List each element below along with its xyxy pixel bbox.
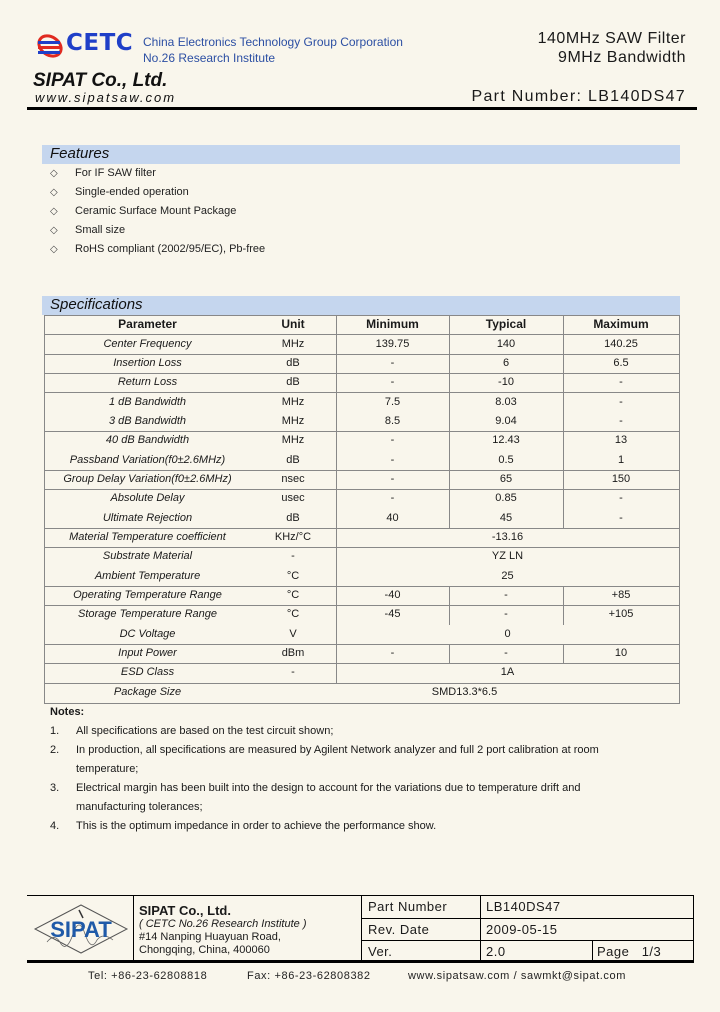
spec-min: - bbox=[390, 492, 395, 504]
spec-min: 40 bbox=[386, 512, 399, 524]
spec-min: - bbox=[390, 647, 395, 659]
footer-rev-date-value: 2009-05-15 bbox=[486, 922, 558, 937]
spec-value: 25 bbox=[501, 570, 514, 582]
spec-unit: V bbox=[289, 628, 297, 640]
specifications-title: Specifications bbox=[50, 296, 143, 313]
spec-max: - bbox=[619, 376, 623, 388]
spec-unit: usec bbox=[281, 492, 305, 504]
spec-min: -45 bbox=[384, 608, 401, 620]
sipat-logo-icon bbox=[33, 904, 129, 954]
column-header-maximum: Maximum bbox=[593, 317, 649, 331]
spec-typ: 8.03 bbox=[495, 396, 517, 408]
spec-unit: - bbox=[291, 550, 295, 562]
spec-max: 13 bbox=[614, 434, 628, 446]
spec-typ: 0.85 bbox=[495, 492, 517, 504]
feature-item: ◇ For IF SAW filter bbox=[50, 167, 156, 179]
spec-max: - bbox=[619, 396, 623, 408]
spec-value: YZ LN bbox=[491, 550, 524, 562]
spec-parameter: 1 dB Bandwidth bbox=[108, 396, 187, 408]
sipat-logo bbox=[33, 904, 129, 959]
spec-parameter: 3 dB Bandwidth bbox=[108, 415, 187, 427]
footer-address-line2: Chongqing, China, 400060 bbox=[139, 944, 270, 956]
diamond-bullet-icon: ◇ bbox=[50, 225, 58, 236]
spec-typ: 12.43 bbox=[492, 434, 520, 446]
spec-value: SMD13.3*6.5 bbox=[431, 686, 498, 698]
spec-unit: dBm bbox=[281, 647, 305, 659]
spec-unit: dB bbox=[286, 454, 300, 466]
spec-typ: 45 bbox=[499, 512, 513, 524]
spec-value: 1A bbox=[500, 666, 515, 678]
feature-item: ◇ Single-ended operation bbox=[50, 186, 189, 198]
spec-typ: - bbox=[504, 589, 508, 601]
svg-text:SIPAT: SIPAT bbox=[50, 917, 112, 942]
spec-unit: KHz/°C bbox=[274, 531, 312, 543]
note-item: 2. In production, all specifications are measured by Agilent Network analyzer and full 2 port calibration at room temperature; bbox=[50, 744, 599, 775]
spec-unit: MHz bbox=[281, 415, 305, 427]
spec-parameter: Insertion Loss bbox=[113, 357, 182, 369]
spec-parameter: Group Delay Variation(f0±2.6MHz) bbox=[63, 473, 232, 485]
spec-max: 10 bbox=[614, 647, 628, 659]
cetc-logo bbox=[36, 32, 64, 60]
spec-parameter: Passband Variation(f0±2.6MHz) bbox=[69, 454, 226, 466]
features-section-header bbox=[42, 145, 680, 164]
spec-max: - bbox=[619, 492, 623, 504]
spec-unit: MHz bbox=[281, 396, 305, 408]
footer-divider bbox=[27, 960, 694, 963]
spec-max: - bbox=[619, 512, 623, 524]
product-bandwidth: 9MHz Bandwidth bbox=[558, 49, 686, 66]
part-number: Part Number: LB140DS47 bbox=[471, 88, 686, 105]
spec-typ: 9.04 bbox=[495, 415, 517, 427]
note-item: 3. Electrical margin has been built into the design to account for the variations due to temperature drift and manufacturing tolerances; bbox=[50, 782, 581, 813]
feature-item: ◇ RoHS compliant (2002/95/EC), Pb-free bbox=[50, 243, 266, 255]
spec-unit: °C bbox=[286, 589, 300, 601]
spec-min: - bbox=[390, 376, 395, 388]
footer-page-number: Page 1/3 bbox=[597, 944, 662, 959]
cetc-logo-icon bbox=[36, 32, 64, 60]
spec-min: - bbox=[390, 473, 395, 485]
spec-min: 7.5 bbox=[384, 396, 401, 408]
spec-unit: dB bbox=[286, 376, 300, 388]
spec-typ: 65 bbox=[499, 473, 513, 485]
spec-value: 0 bbox=[504, 628, 511, 640]
diamond-bullet-icon: ◇ bbox=[50, 168, 58, 179]
spec-min: -40 bbox=[384, 589, 401, 601]
spec-typ: 6 bbox=[502, 357, 510, 369]
spec-typ: - bbox=[504, 647, 508, 659]
spec-unit: MHz bbox=[281, 338, 305, 350]
spec-max: +105 bbox=[608, 608, 634, 620]
footer-part-number-label: Part Number bbox=[368, 899, 448, 914]
spec-parameter: DC Voltage bbox=[119, 628, 176, 640]
footer-company: SIPAT Co., Ltd. bbox=[139, 903, 231, 918]
column-header-typical: Typical bbox=[485, 317, 527, 331]
spec-value: -13.16 bbox=[491, 531, 524, 543]
note-item: 4. This is the optimum impedance in order to achieve the performance show. bbox=[50, 820, 437, 832]
spec-max: +85 bbox=[611, 589, 631, 601]
spec-min: 139.75 bbox=[375, 338, 410, 350]
spec-unit: nsec bbox=[281, 473, 305, 485]
spec-max: - bbox=[619, 415, 623, 427]
spec-max: 150 bbox=[611, 473, 631, 485]
notes-title: Notes: bbox=[50, 706, 85, 718]
spec-parameter: Substrate Material bbox=[102, 550, 193, 562]
spec-unit: dB bbox=[286, 512, 300, 524]
footer-telephone: Tel: +86-23-62808818 bbox=[88, 970, 208, 982]
spec-typ: -10 bbox=[498, 376, 514, 388]
spec-parameter: Material Temperature coefficient bbox=[69, 531, 226, 543]
spec-typ: 0.5 bbox=[498, 454, 514, 466]
spec-parameter: Center Frequency bbox=[103, 338, 192, 350]
cetc-logo-text: CETC bbox=[66, 30, 134, 56]
spec-unit: °C bbox=[286, 608, 300, 620]
corporation-name: China Electronics Technology Group Corporation bbox=[143, 35, 403, 49]
spec-min: - bbox=[390, 357, 395, 369]
spec-max: 6.5 bbox=[613, 357, 629, 369]
institute-name: No.26 Research Institute bbox=[143, 51, 276, 65]
spec-min: - bbox=[390, 434, 395, 446]
spec-max: 1 bbox=[617, 454, 625, 466]
spec-unit: - bbox=[291, 666, 295, 678]
spec-unit: dB bbox=[286, 357, 300, 369]
company-name: SIPAT Co., Ltd. bbox=[33, 70, 168, 91]
spec-parameter: ESD Class bbox=[120, 666, 175, 678]
footer-fax: Fax: +86-23-62808382 bbox=[247, 970, 371, 982]
spec-parameter: Storage Temperature Range bbox=[77, 608, 217, 620]
footer-version-label: Ver. bbox=[368, 944, 393, 959]
feature-item: ◇ Small size bbox=[50, 224, 126, 236]
footer-part-number-value: LB140DS47 bbox=[486, 899, 561, 914]
features-title: Features bbox=[50, 145, 110, 162]
spec-unit: MHz bbox=[281, 434, 305, 446]
spec-typ: - bbox=[504, 608, 508, 620]
spec-typ: 140 bbox=[496, 338, 516, 350]
footer-address-line1: #14 Nanping Huayuan Road, bbox=[139, 931, 281, 943]
spec-parameter: 40 dB Bandwidth bbox=[105, 434, 190, 446]
spec-parameter: Return Loss bbox=[117, 376, 178, 388]
spec-parameter: Absolute Delay bbox=[110, 492, 185, 504]
diamond-bullet-icon: ◇ bbox=[50, 187, 58, 198]
specifications-section-header bbox=[42, 296, 680, 315]
spec-parameter: Package Size bbox=[113, 686, 182, 698]
spec-min: - bbox=[390, 454, 395, 466]
footer-institute: ( CETC No.26 Research Institute ) bbox=[139, 918, 307, 930]
spec-parameter: Ambient Temperature bbox=[94, 570, 201, 582]
company-website[interactable]: www.sipatsaw.com bbox=[35, 90, 177, 105]
feature-item: ◇ Ceramic Surface Mount Package bbox=[50, 205, 237, 217]
note-item: 1. All specifications are based on the test circuit shown; bbox=[50, 725, 334, 737]
specifications-table bbox=[44, 315, 680, 704]
spec-parameter: Operating Temperature Range bbox=[73, 589, 222, 601]
column-header-minimum: Minimum bbox=[366, 317, 419, 331]
column-header-unit: Unit bbox=[281, 317, 305, 331]
header-divider bbox=[27, 107, 697, 110]
product-title: 140MHz SAW Filter bbox=[537, 30, 686, 47]
diamond-bullet-icon: ◇ bbox=[50, 244, 58, 255]
footer-info-box bbox=[27, 895, 694, 961]
column-header-parameter: Parameter bbox=[118, 317, 177, 331]
footer-version-value: 2.0 bbox=[486, 944, 506, 959]
footer-web-email[interactable]: www.sipatsaw.com / sawmkt@sipat.com bbox=[408, 970, 626, 982]
spec-parameter: Input Power bbox=[118, 647, 177, 659]
spec-unit: °C bbox=[286, 570, 300, 582]
spec-min: 8.5 bbox=[384, 415, 401, 427]
spec-parameter: Ultimate Rejection bbox=[102, 512, 193, 524]
diamond-bullet-icon: ◇ bbox=[50, 206, 58, 217]
spec-max: 140.25 bbox=[604, 338, 638, 350]
footer-rev-date-label: Rev. Date bbox=[368, 922, 430, 937]
